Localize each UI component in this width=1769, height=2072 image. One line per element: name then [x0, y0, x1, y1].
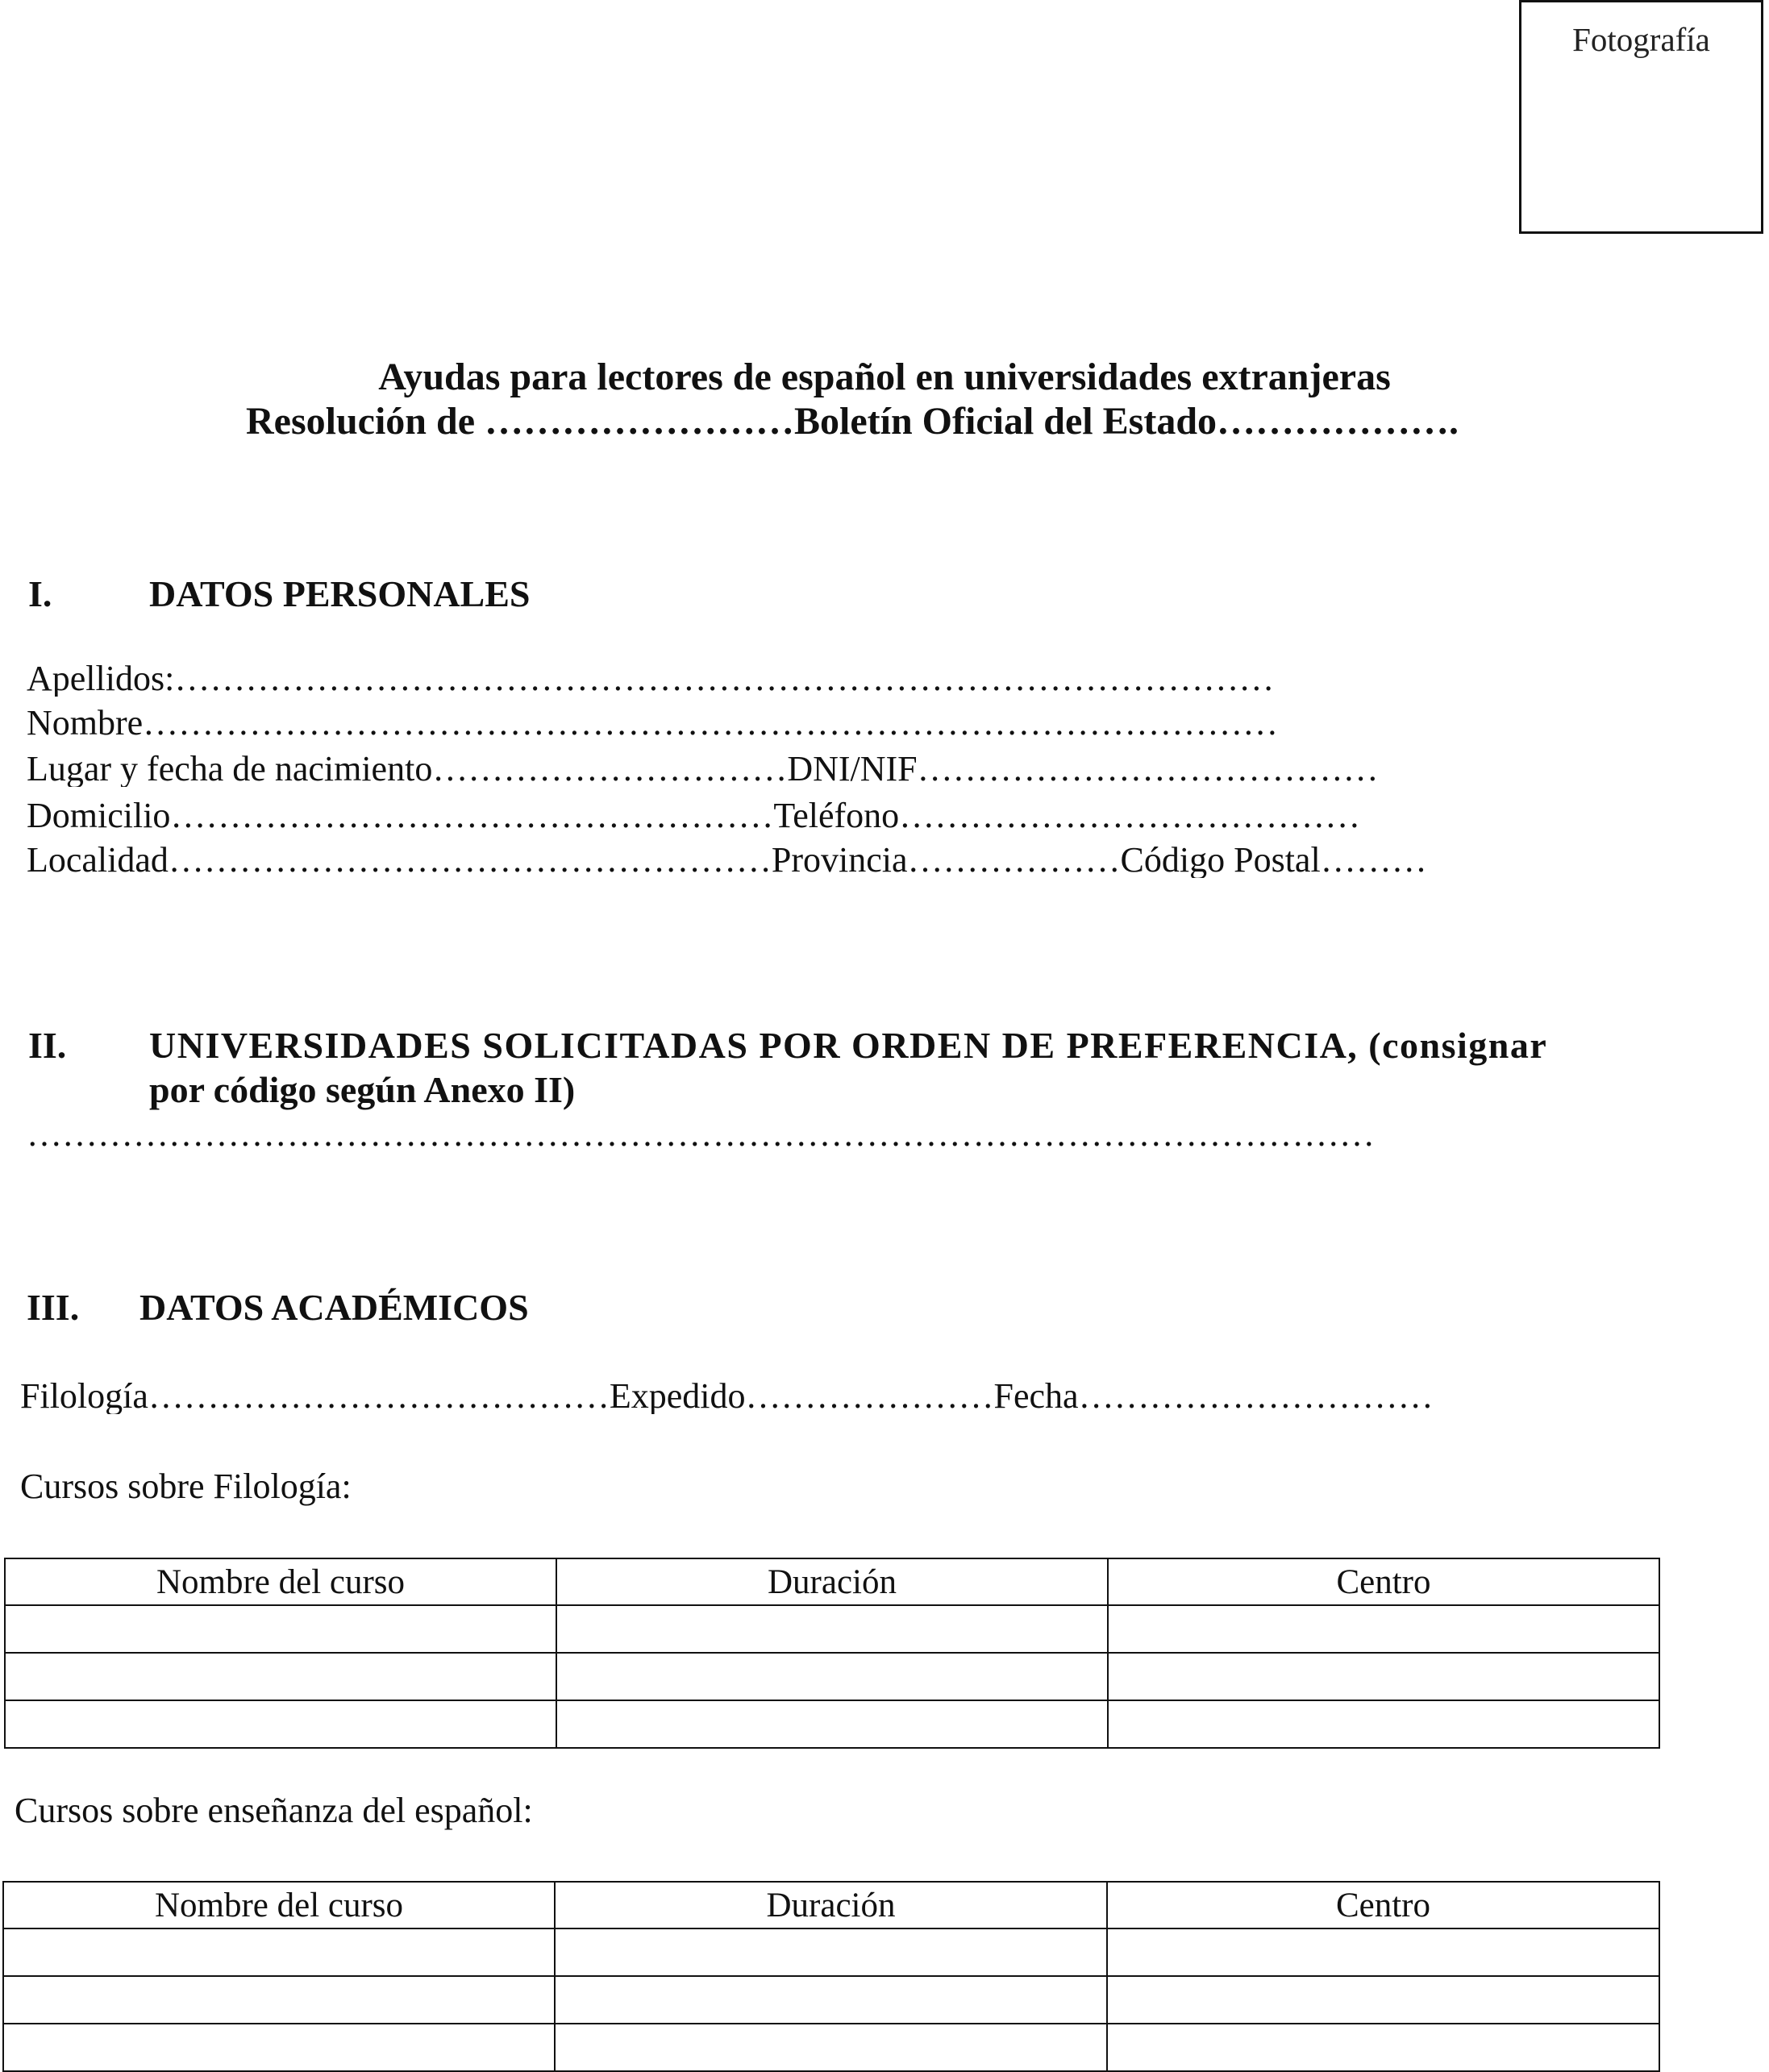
column-header-duracion: Duración	[556, 1558, 1108, 1605]
apellidos-field[interactable]: Apellidos:…………………………………………………………………………………	[27, 661, 1275, 697]
section-2-heading	[28, 1024, 1657, 1067]
table-cell[interactable]	[556, 1605, 1108, 1653]
section-2-title-line2: por código según Anexo II)	[149, 1069, 576, 1110]
table-cell[interactable]	[555, 2024, 1107, 2071]
nombre-field[interactable]: Nombre……………………………………………………………………………………	[27, 705, 1279, 741]
section-2-number: II.	[28, 1025, 67, 1066]
table-cell[interactable]	[1107, 1976, 1659, 2024]
column-header-centro: Centro	[1107, 1882, 1659, 1928]
universidades-field[interactable]: ……………………………………………………………………………………………………	[27, 1117, 1375, 1152]
form-subtitle: Resolución de ……………………Boletín Oficial del Estado……………….	[245, 400, 1459, 443]
table-row	[3, 1976, 1659, 2024]
section-1-number: I.	[28, 573, 52, 614]
ensenanza-courses-table	[2, 1881, 1660, 2072]
column-header-nombre: Nombre del curso	[3, 1882, 555, 1928]
table-row	[5, 1605, 1659, 1653]
localidad-provincia-cp-field[interactable]: Localidad……………………………………………Provincia………………Código Postal………	[27, 843, 1427, 878]
form-title: Ayudas para lectores de español en universidades extranjeras	[378, 356, 1391, 398]
table-cell[interactable]	[5, 1653, 556, 1700]
table-cell[interactable]	[3, 1976, 555, 2024]
column-header-centro: Centro	[1108, 1558, 1659, 1605]
column-header-duracion: Duración	[555, 1882, 1107, 1928]
section-3-number: III.	[27, 1287, 80, 1328]
photo-label: Fotografía	[1572, 21, 1710, 58]
table-cell[interactable]	[1107, 2024, 1659, 2071]
table-row	[3, 2024, 1659, 2071]
table-cell[interactable]	[3, 2024, 555, 2071]
table-cell[interactable]	[1108, 1653, 1659, 1700]
nacimiento-dni-field[interactable]: Lugar y fecha de nacimiento…………………………DNI/NIF…………………………………	[27, 751, 1379, 787]
table-cell[interactable]	[556, 1653, 1108, 1700]
table-cell[interactable]	[555, 1976, 1107, 2024]
section-1-title: DATOS PERSONALES	[149, 573, 531, 614]
table-cell[interactable]	[556, 1700, 1108, 1748]
table-cell[interactable]	[3, 1928, 555, 1976]
section-2-title-line1: UNIVERSIDADES SOLICITADAS POR ORDEN DE PREFERENCIA, (consignar	[149, 1025, 1548, 1066]
table-row	[5, 1653, 1659, 1700]
photo-box	[1519, 0, 1763, 234]
table-header-row	[3, 1882, 1659, 1928]
table-cell[interactable]	[1108, 1605, 1659, 1653]
column-header-nombre: Nombre del curso	[5, 1558, 556, 1605]
section-1-heading	[28, 572, 531, 615]
table-cell[interactable]	[5, 1700, 556, 1748]
table2-caption: Cursos sobre enseñanza del español:	[15, 1791, 533, 1830]
section-3-title: DATOS ACADÉMICOS	[139, 1287, 529, 1328]
table-row	[3, 1928, 1659, 1976]
table-cell[interactable]	[1108, 1700, 1659, 1748]
table1-caption: Cursos sobre Filología:	[20, 1467, 352, 1506]
table-cell[interactable]	[1107, 1928, 1659, 1976]
section-3-heading	[27, 1286, 529, 1329]
table-cell[interactable]	[5, 1605, 556, 1653]
table-header-row	[5, 1558, 1659, 1605]
table-row	[5, 1700, 1659, 1748]
table-cell[interactable]	[555, 1928, 1107, 1976]
filologia-courses-table	[4, 1558, 1660, 1749]
filologia-expedido-fecha-field[interactable]: Filología…………………………………Expedido…………………Fecha…………………………	[20, 1379, 1434, 1414]
domicilio-telefono-field[interactable]: Domicilio……………………………………………Teléfono…………………………………	[27, 798, 1361, 834]
